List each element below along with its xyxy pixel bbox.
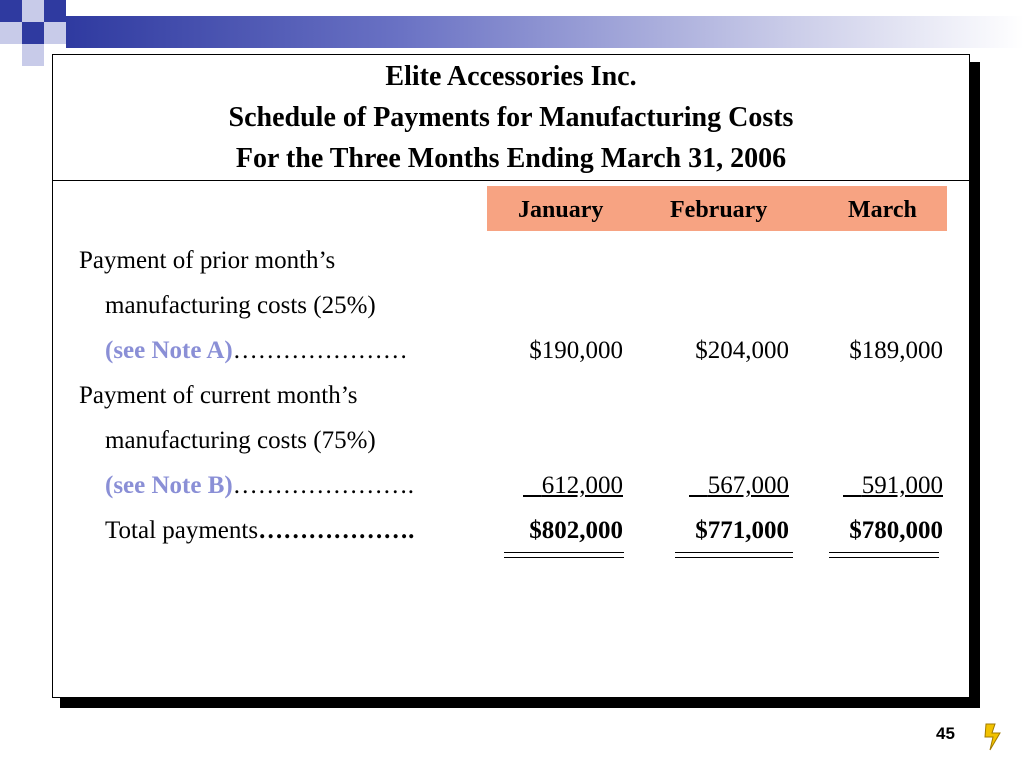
month-header-february: February [670,197,768,223]
month-header-march: March [848,197,917,223]
leader-dots: …………………. [232,472,414,499]
schedule-title: Schedule of Payments for Manufacturing Costs [228,102,794,133]
prior-label-line1: Payment of prior month’s [79,247,336,274]
current-value-march: 591,000 [861,472,943,499]
prior-value-march: $189,000 [849,337,943,364]
note-b-link: (see Note B) [105,472,233,499]
prior-value-january: $190,000 [529,337,623,364]
current-label-line1: Payment of current month’s [79,382,358,409]
double-underline-march [829,552,939,558]
leader-dots: ………………… [232,337,408,364]
company-name: Elite Accessories Inc. [385,61,637,92]
lightning-bolt-icon [980,722,1010,752]
prior-label-line2: manufacturing costs (25%) [105,292,376,319]
double-underline-january [504,552,624,558]
deco-square [0,0,22,22]
title-divider [53,180,969,181]
current-value-february: 567,000 [707,472,789,499]
note-a-link: (see Note A) [105,337,233,364]
total-line [105,517,414,545]
deco-square [0,22,22,44]
prior-note-line [105,337,408,365]
current-value-january: 612,000 [541,472,623,499]
total-value-january: $802,000 [529,517,623,544]
header-gradient-bar [66,16,1024,48]
deco-square [44,0,66,22]
deco-square [22,0,44,22]
deco-square [22,44,44,66]
leader-dots: ………………. [258,517,415,544]
current-note-line [105,472,414,500]
double-underline-february [675,552,793,558]
deco-square [22,22,44,44]
total-value-march: $780,000 [849,517,943,544]
total-label: Total payments [105,517,259,544]
total-value-february: $771,000 [695,517,789,544]
page-number: 45 [936,724,955,743]
current-label-line2: manufacturing costs (75%) [105,427,376,454]
prior-value-february: $204,000 [695,337,789,364]
period-title: For the Three Months Ending March 31, 2006 [235,143,787,174]
deco-square [44,22,66,44]
month-header-january: January [518,197,604,223]
schedule-card [52,54,970,698]
